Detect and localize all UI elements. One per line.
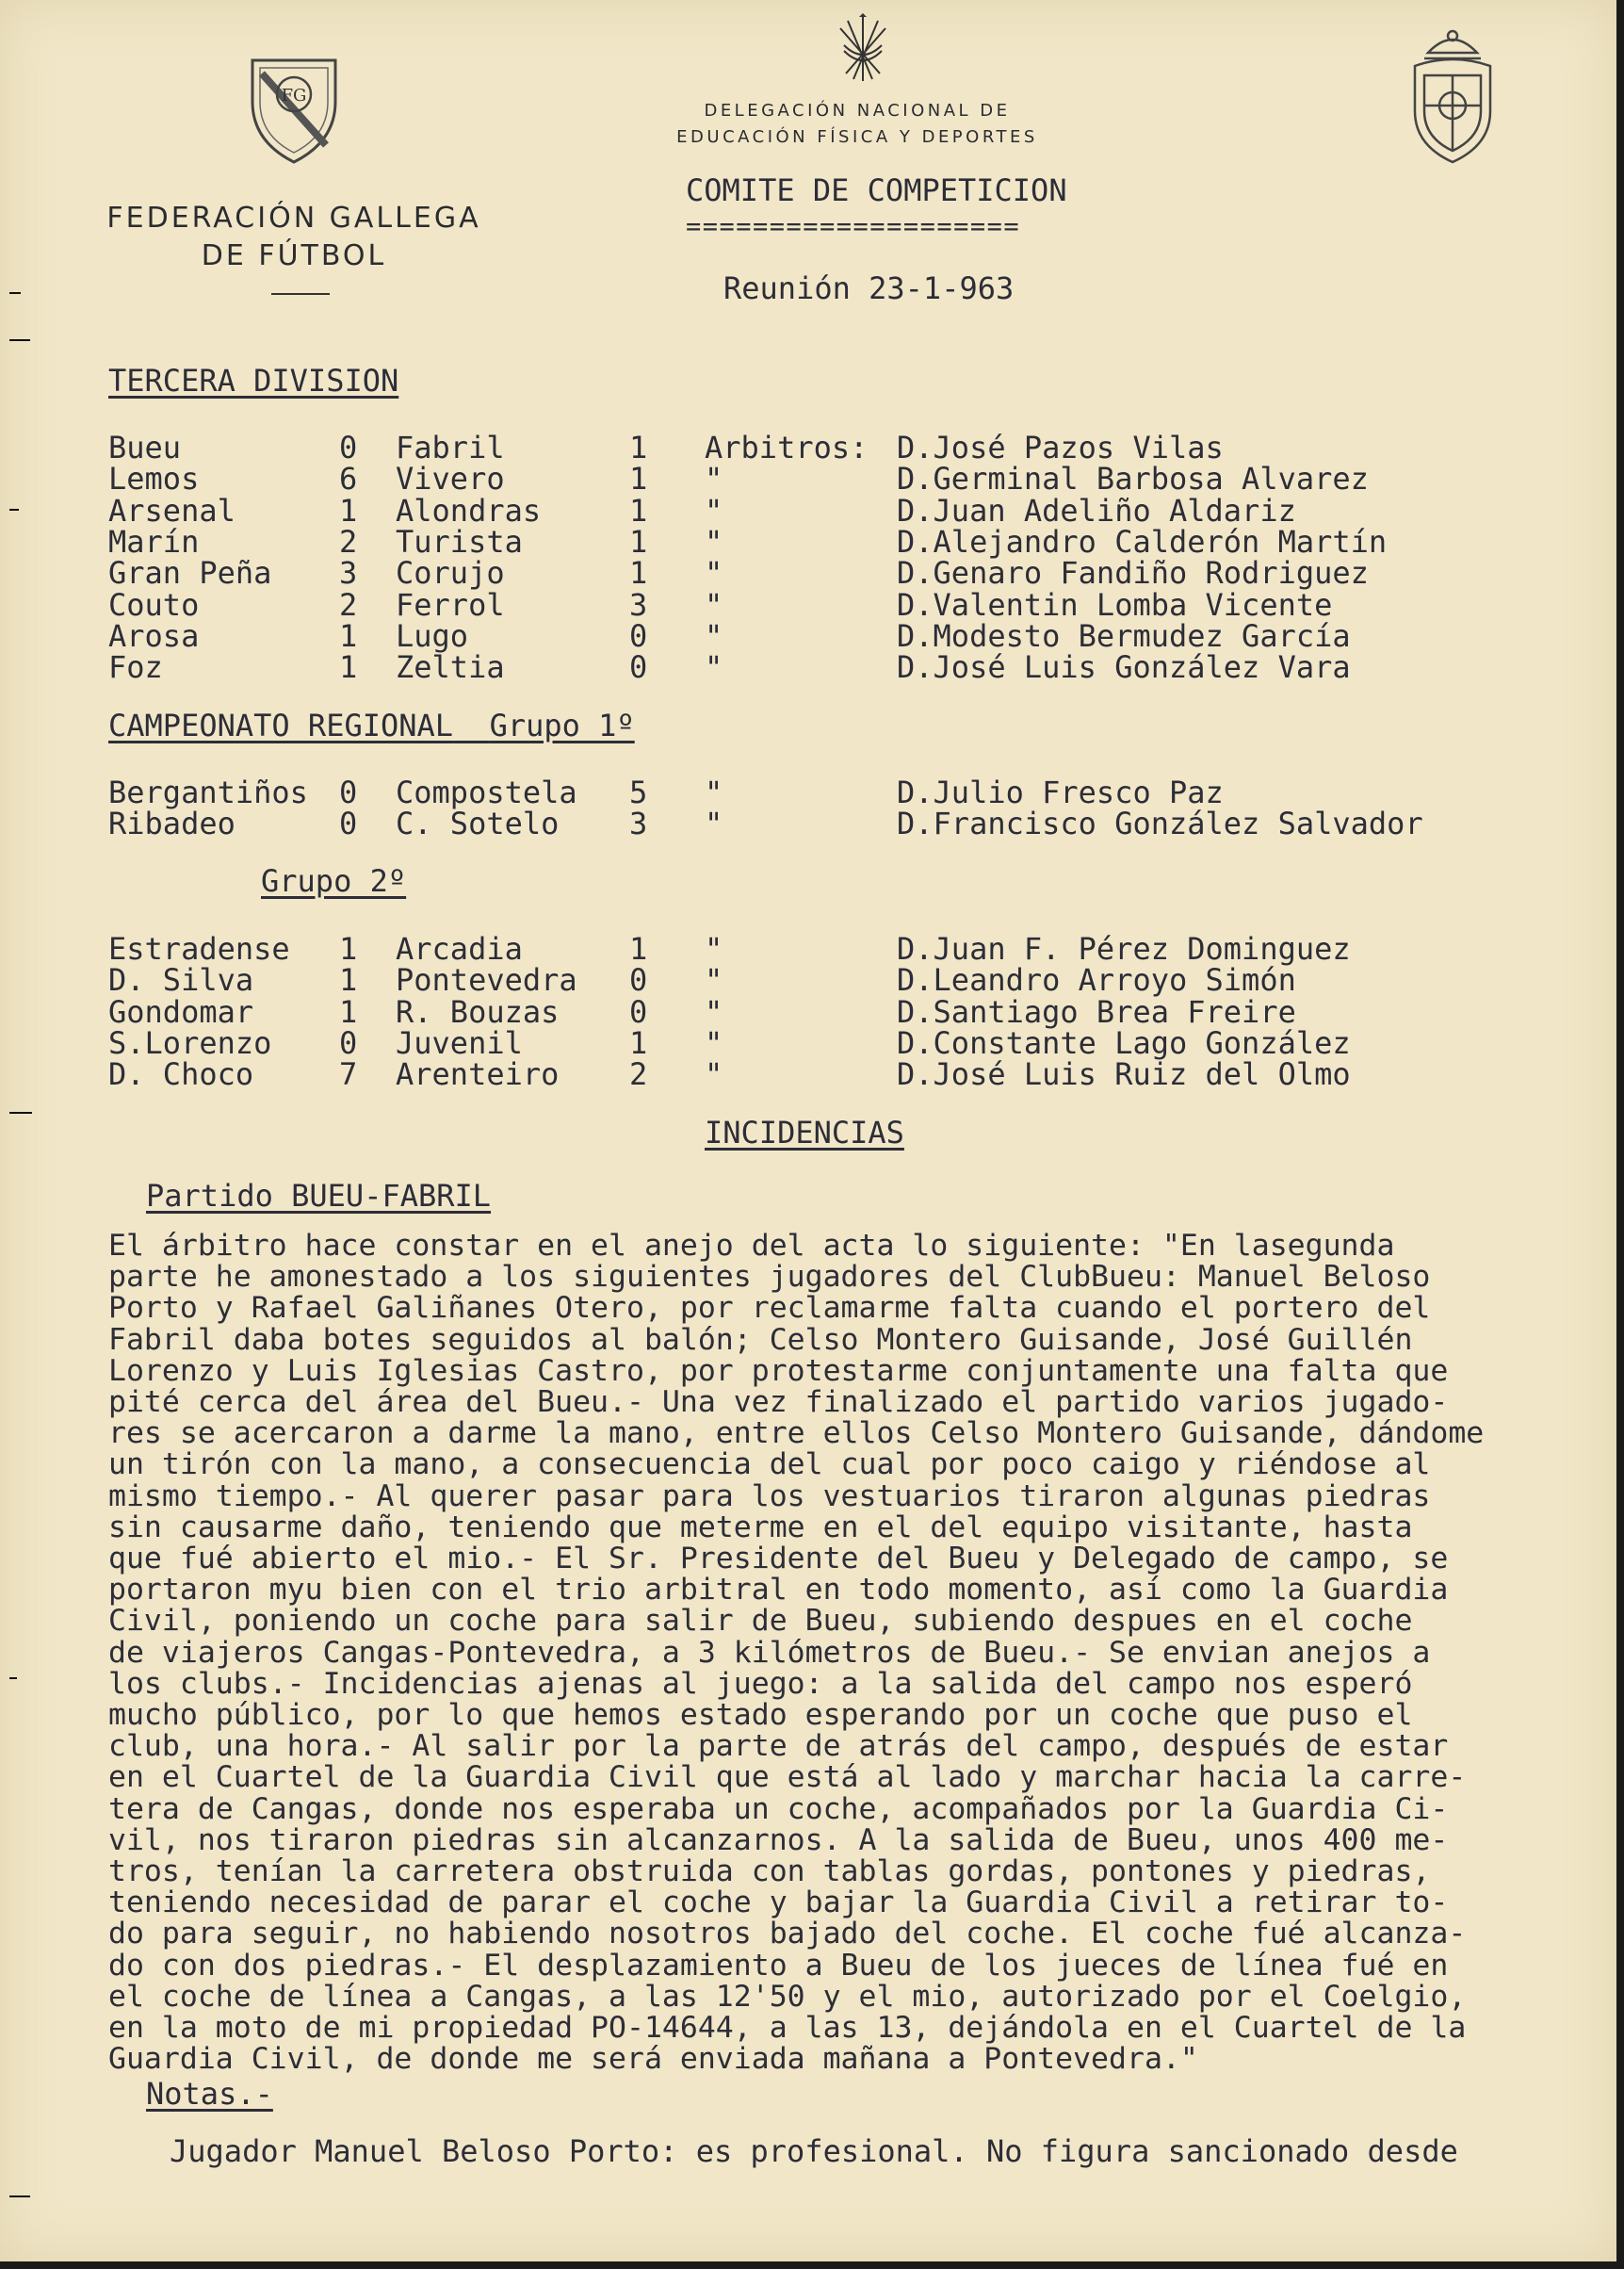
committee-title: COMITE DE COMPETICION [686,172,1067,208]
federation-line-1: FEDERACIÓN GALLEGA [106,202,481,235]
report-line: Civil, poniendo un coche para salir de Bueu, subiendo despues en el coche [108,1604,1413,1639]
report-line: res se acercaron a darme la mano, entre ellos Celso Montero Guisande, dándome [108,1416,1485,1451]
report-line: El árbitro hace constar en el anejo del acta lo siguiente: "En lasegunda [108,1229,1395,1263]
home-team: Lemos [108,461,200,498]
referee-label: " [705,649,723,686]
home-team: Bueu [108,430,182,465]
referee-name: D.Germinal Barbosa Alvarez [897,461,1369,498]
away-score: 1 [629,430,648,465]
report-line: Lorenzo y Luis Iglesias Castro, por protestarme conjuntamente una falta que [108,1353,1449,1388]
referee-label: " [705,806,723,842]
referee-name: D.Modesto Bermudez García [897,617,1351,654]
home-score: 2 [339,523,358,560]
referee-name: D.José Luis Ruiz del Olmo [897,1056,1351,1093]
away-team: Arcadia [396,931,523,967]
away-score: 0 [629,962,648,999]
away-team: Fabril [396,430,505,465]
margin-mark [9,509,19,511]
home-team: Arsenal [108,492,235,529]
home-score: 0 [339,806,358,842]
report-line: mismo tiempo.- Al querer pasar para los vestuarios tiraron algunas piedras [108,1478,1431,1513]
away-score: 0 [629,993,648,1030]
referee-name: D.Juan Adeliño Aldariz [897,492,1296,529]
away-score: 0 [629,617,648,654]
home-score: 0 [339,430,358,465]
incidencias-heading: INCIDENCIAS [705,1115,904,1151]
away-team: Corujo [396,555,505,592]
away-team: Zeltia [396,649,505,686]
home-score: 0 [339,1024,358,1061]
report-line: Guardia Civil, de donde me será enviada mañana a Pontevedra." [108,2042,1198,2077]
home-team: Couto [108,586,200,623]
home-score: 1 [339,962,358,999]
referee-label: Arbitros: [705,430,869,465]
home-team: Estradense [108,931,290,967]
away-team: Lugo [396,617,469,654]
home-team: Marín [108,523,200,560]
report-line: Porto y Rafael Galiñanes Otero, por reclamarme falta cuando el portero del [108,1291,1431,1326]
report-line: do para seguir, no habiendo nosotros bajado del coche. El coche fué alcanza- [108,1917,1467,1951]
referee-name: D.Juan F. Pérez Dominguez [897,931,1351,967]
away-score: 1 [629,931,648,967]
committee-double-rule: ==================== [686,212,1021,241]
home-score: 1 [339,649,358,686]
tercera-division-heading: TERCERA DIVISION [108,363,399,399]
report-line: que fué abierto el mio.- El Sr. Presidente del Bueu y Delegado de campo, se [108,1542,1449,1576]
report-line: vil, nos tiraron piedras sin alcanzarnos. A la salida de Bueu, unos 400 me- [108,1822,1449,1857]
referee-name: D.Alejandro Calderón Martín [897,523,1388,560]
meeting-date: Reunión 23-1-963 [723,270,1015,306]
home-team: D. Silva [108,962,254,999]
away-score: 1 [629,555,648,592]
delegation-line-1: DELEGACIÓN NACIONAL DE [704,101,1011,121]
yoke-and-arrows-icon [835,13,891,85]
referee-label: " [705,523,723,560]
margin-mark [9,1677,17,1679]
referee-name: D.José Luis González Vara [897,649,1351,686]
home-score: 1 [339,931,358,967]
referee-name: D.Valentin Lomba Vicente [897,586,1333,623]
away-team: R. Bouzas [396,993,560,1030]
referee-label: " [705,555,723,592]
report-line: teniendo necesidad de parar el coche y bajar la Guardia Civil a retirar to- [108,1885,1449,1920]
delegation-line-2: EDUCACIÓN FÍSICA Y DEPORTES [676,127,1038,147]
report-line: tros, tenían la carretera obstruida con tablas gordas, pontones y piedras, [108,1854,1431,1889]
home-score: 0 [339,775,358,810]
report-line: tera de Cangas, donde nos esperaba un coche, acompañados por la Guardia Ci- [108,1791,1449,1826]
away-team: C. Sotelo [396,806,560,842]
report-line: sin causarme daño, teniendo que meterme en el del equipo visitante, hasta [108,1510,1413,1544]
away-team: Turista [396,523,523,560]
away-score: 3 [629,806,648,842]
home-team: Arosa [108,617,200,654]
referee-name: D.Santiago Brea Freire [897,993,1296,1030]
home-team: Foz [108,649,163,686]
federation-underline [271,293,330,295]
referee-name: D.Julio Fresco Paz [897,775,1224,810]
report-line: parte he amonestado a los siguientes jugadores del ClubBueu: Manuel Beloso [108,1260,1431,1295]
away-team: Vivero [396,461,505,498]
home-score: 6 [339,461,358,498]
report-line: portaron myu bien con el trio arbitral en todo momento, así como la Guardia [108,1573,1449,1608]
report-line: club, una hora.- Al salir por la parte de atrás del campo, después de estar [108,1729,1449,1764]
regional-title: CAMPEONATO REGIONAL [108,708,454,743]
referee-label: " [705,1056,723,1093]
home-score: 1 [339,492,358,529]
home-team: Ribadeo [108,806,235,842]
home-score: 2 [339,586,358,623]
referee-name: D.José Pazos Vilas [897,430,1224,465]
referee-label: " [705,993,723,1030]
group-1-label: Grupo 1º [489,708,635,743]
away-score: 1 [629,1024,648,1061]
report-line: en la moto de mi propiedad PO-14644, a las 13, dejándola en el Cuartel de la [108,2011,1467,2046]
report-line: los clubs.- Incidencias ajenas al juego: a la salida del campo nos esperó [108,1666,1413,1701]
report-line: do con dos piedras.- El desplazamiento a Bueu de los jueces de línea fué en [108,1948,1449,1983]
federation-name [106,200,482,275]
svg-text:FG: FG [281,86,307,106]
home-score: 1 [339,617,358,654]
away-team: Arenteiro [396,1056,560,1093]
referee-label: " [705,586,723,623]
report-line: de viajeros Cangas-Pontevedra, a 3 kilómetros de Bueu.- Se envian anejos a [108,1635,1431,1670]
home-score: 7 [339,1056,358,1093]
referee-name: D.Leandro Arroyo Simón [897,962,1296,999]
home-team: S.Lorenzo [108,1024,272,1061]
away-score: 5 [629,775,648,810]
home-team: Bergantiños [108,775,308,810]
home-team: D. Choco [108,1056,254,1093]
report-line: en el Cuartel de la Guardia Civil que está al lado y marchar hacia la carre- [108,1760,1467,1795]
away-team: Pontevedra [396,962,577,999]
referee-report [108,1231,1578,2075]
home-score: 3 [339,555,358,592]
away-team: Ferrol [396,586,505,623]
away-team: Juvenil [396,1024,523,1061]
group-2-heading: Grupo 2º [261,863,407,899]
notes-heading: Notas.- [146,2076,273,2112]
referee-label: " [705,492,723,529]
away-score: 2 [629,1056,648,1093]
delegation-name [659,98,1055,151]
away-team: Alondras [396,492,542,529]
notes-line: Jugador Manuel Beloso Porto: es profesional. No figura sancionado desde [170,2133,1458,2169]
home-team: Gran Peña [108,555,272,592]
referee-name: D.Genaro Fandiño Rodriguez [897,555,1369,592]
report-line: mucho público, por lo que hemos estado esperando por un coche que puso el [108,1698,1413,1733]
away-score: 1 [629,492,648,529]
referee-label: " [705,617,723,654]
away-score: 0 [629,649,648,686]
referee-name: D.Francisco González Salvador [897,806,1423,842]
federation-line-2: DE FÚTBOL [201,239,387,272]
home-team: Gondomar [108,993,254,1030]
report-line: Fabril daba botes seguidos al balón; Celso Montero Guisande, José Guillén [108,1322,1413,1357]
home-score: 1 [339,993,358,1030]
away-score: 3 [629,586,648,623]
regional-heading [108,710,635,742]
margin-mark [9,339,30,341]
referee-label: " [705,1024,723,1061]
report-line: el coche de línea a Cangas, a las 12'50 y el mio, autorizado por el Coelgio, [108,1979,1467,2014]
away-score: 1 [629,461,648,498]
match-heading: Partido BUEU-FABRIL [146,1178,492,1214]
margin-mark [9,1112,32,1114]
referee-label: " [705,931,723,967]
report-line: un tirón con la mano, a consecuencia del cual por poco caigo y riéndose al [108,1447,1431,1482]
referee-name: D.Constante Lago González [897,1024,1351,1061]
crowned-crest-icon [1404,24,1502,166]
report-line: pité cerca del área del Bueu.- Una vez finalizado el partido varios jugado- [108,1385,1449,1420]
margin-mark [9,2196,30,2197]
away-team: Compostela [396,775,577,810]
federation-crest-icon [247,55,341,168]
referee-label: " [705,775,723,810]
away-score: 1 [629,523,648,560]
margin-mark [9,292,21,294]
referee-label: " [705,962,723,999]
referee-label: " [705,461,723,498]
